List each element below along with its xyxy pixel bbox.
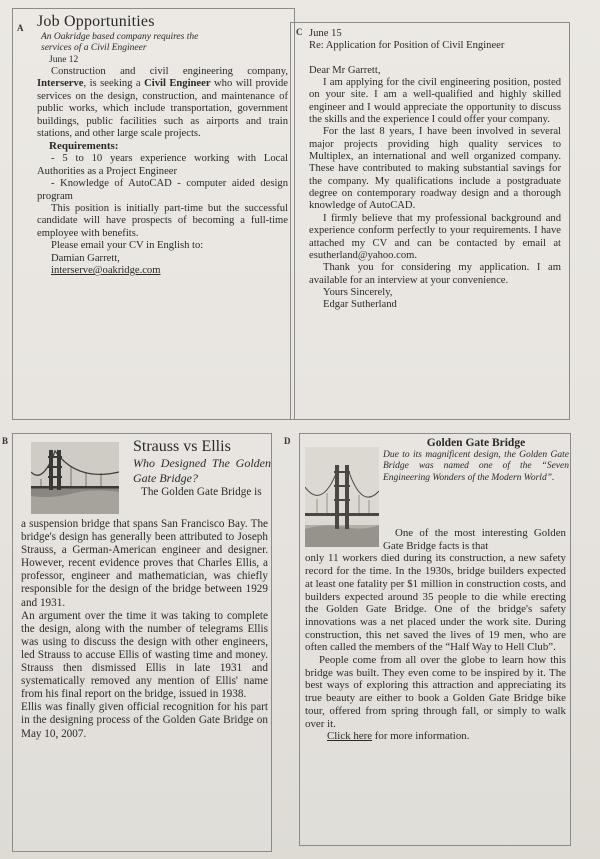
facts-lead-line: One of the most interesting Golden Gate Bridge facts is that (383, 527, 566, 552)
article-heading-block (133, 438, 271, 499)
article-paragraph: a suspension bridge that spans San Francisco Bay. The bridge's design has generally been attributed to Joseph Strauss, a German-American engineer and designer. However, recent evidence proves that Charles Ellis, a professor, engineer and mathematician, was chiefly responsible for the design of the bridge between 1929 and 1931. (21, 518, 268, 609)
letter-signature: Edgar Sutherland (323, 299, 397, 311)
letter-paragraph: Thank you for considering my application. I am available for an interview at your convenience. (309, 262, 561, 286)
facts-article-box (299, 433, 571, 846)
bridge-photo-icon (31, 442, 119, 514)
section-letter-c: C (296, 27, 303, 37)
contact-name: Damian Garrett, (51, 252, 120, 264)
facts-paragraph: People come from all over the globe to learn how this bridge was built. They even come to be inspired by it. The best ways of exploring this attraction and appreciating its true beauty are either to book a Golden Gate Bridge bike tour, offered from spring through fall, or simply to walk over it. (305, 654, 566, 730)
letter-closing: Yours Sincerely, (323, 286, 393, 298)
job-role: Civil Engineer (144, 78, 211, 90)
requirements-heading: Requirements: (49, 140, 119, 153)
job-ad-subtitle-line-1: An Oakridge based company requires the (41, 32, 199, 42)
facts-heading-block (383, 437, 569, 484)
letter-greeting: Dear Mr Garrett, (309, 64, 381, 76)
article-title: Strauss vs Ellis (133, 438, 231, 455)
article-subtitle: Who Designed The Golden Gate Bridge? (133, 456, 271, 485)
facts-paragraph: only 11 workers died during its construction, a new safety record for the time. In the 1930s, bridge builders expected at least one fatality per $1 million in construction costs, and builders expected around 35 people to die while erecting the Golden Gate Bridge. One of the bridge's safety innovations was a net placed under the work site. During construction, this net saved the lives of 19 men, who are often called the members of the “Half Way to Hell Club”. (305, 552, 566, 654)
section-letter-d: D (284, 436, 291, 446)
article-header (21, 438, 271, 518)
letter-subject: Re: Application for Position of Civil Engineer (309, 40, 505, 52)
letter-paragraph: I am applying for the civil engineering position, posted on your site. I am a well-qualified and highly skilled engineer and I would appreciate the opportunity to discuss the skills and the experience I could offer your company. (309, 77, 561, 126)
job-ad-title: Job Opportunities (37, 13, 155, 30)
requirement-item: - Knowledge of AutoCAD - computer aided design program (37, 178, 288, 202)
letter-date: June 15 (309, 28, 342, 39)
click-here-link[interactable]: Click here (327, 730, 373, 743)
facts-title: Golden Gate Bridge (426, 437, 526, 449)
job-ad-subtitle-line-2: services of a Civil Engineer (41, 43, 147, 53)
job-ad-description: Construction and civil engineering company, Interserve, is seeking a Civil Engineer who will provide services on the design, construction, and maintenance of public works, which include transportation, government buildings, public facilities such as airports and train stations, and other large scale projects. (37, 66, 289, 140)
more-info-line: Click here for more information. (327, 730, 470, 743)
letter-paragraph: For the last 8 years, I have been involved in several major projects providing high quality services to Multiplex, an international and well organized company. These have contributed to making substantial savings for the company. My qualifications include a postgraduate degree on contemporary roadway design and a thorough knowledge of AutoCAD. (309, 126, 561, 212)
article-paragraph: An argument over the time it was taking to complete the design, along with the number of telegrams Ellis was using to discuss the design with other engineers, led Strauss to accuse Ellis of wasting time and money. Strauss then dismissed Ellis in late 1931 and systematically removed any mention of Ellis' name from his final report on the bridge, issued in 1938. (21, 609, 268, 701)
job-ad-box (12, 8, 295, 420)
requirement-item: - 5 to 10 years experience working with Local Authorities as a Project Engineer (37, 153, 288, 177)
application-letter-box (290, 22, 570, 420)
section-letter-a: A (17, 23, 24, 33)
section-letter-b: B (2, 436, 9, 446)
letter-paragraph: I firmly believe that my professional background and experience conform perfectly to your requirements. I have attached my CV and can be contacted by email at esutherland@yahoo.com. (309, 212, 561, 261)
facts-header (305, 437, 569, 527)
article-paragraph: Ellis was finally given official recognition for his part in the designing process of the Golden Gate Bridge on May 10, 2007. (21, 701, 268, 740)
job-ad-date: June 12 (49, 55, 79, 65)
bridge-tower-photo-icon (305, 447, 379, 547)
article-lead-line: The Golden Gate Bridge is (141, 486, 262, 498)
email-instruction: Please email your CV in English to: (51, 240, 204, 252)
company-name: Interserve (37, 78, 84, 90)
job-ad-terms: This position is initially part-time but the successful candidate will have prospects of becoming a full-time employee with benefits. (37, 203, 288, 239)
contact-email-link[interactable]: interserve@oakridge.com (51, 265, 161, 277)
history-article-box (12, 433, 272, 852)
facts-subtitle: Due to its magnificent design, the Golden Gate Bridge was named one of the “Seven Engineering Wonders of the Modern World”. (383, 450, 569, 483)
